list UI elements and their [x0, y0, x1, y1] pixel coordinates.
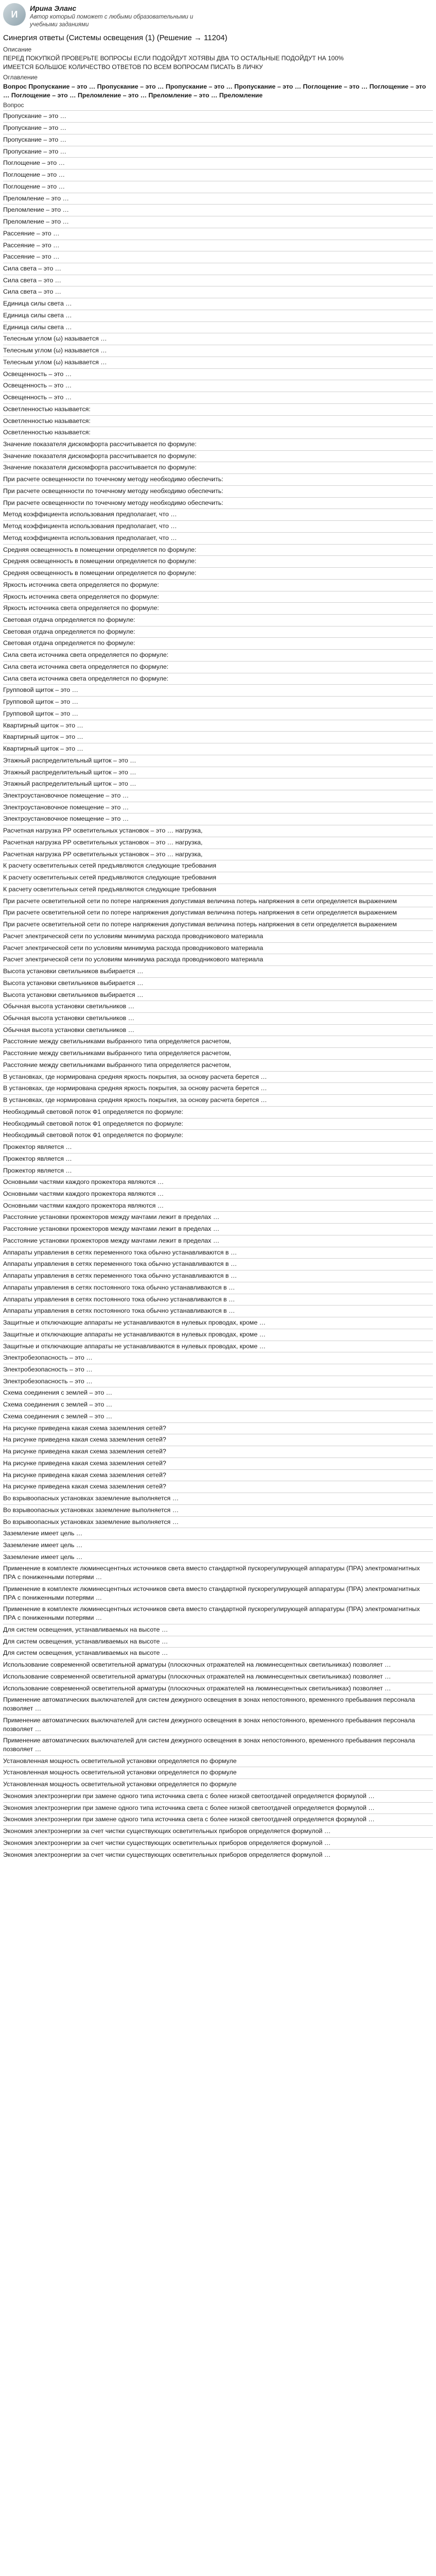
- question-item: Расстояние установки прожекторов между мачтами лежит в пределах …: [3, 1223, 433, 1235]
- question-item: Поглощение – это …: [3, 169, 433, 181]
- question-item: Аппараты управления в сетях переменного тока обычно устанавливаются в …: [3, 1247, 433, 1259]
- question-item: На рисунке приведена какая схема заземления сетей?: [3, 1446, 433, 1458]
- question-item: Единица силы света …: [3, 310, 433, 321]
- question-item: Осветленностью называется:: [3, 427, 433, 438]
- question-item: К расчету осветительных сетей предъявляются следующие требования: [3, 872, 433, 884]
- question-item: Метод коэффициента использования предполагает, что …: [3, 509, 433, 520]
- question-item: Метод коэффициента использования предполагает, что …: [3, 532, 433, 544]
- question-item: Пропускание – это …: [3, 134, 433, 146]
- question-item: Применение в комплекте люминесцентных источников света вместо стандартной пускорегулирующей аппаратуры (ПРА) электромагнитных ПРА с пониженными потерями …: [3, 1583, 433, 1603]
- question-item: Квартирный щиток – это …: [3, 743, 433, 755]
- question-item: Сила света – это …: [3, 286, 433, 298]
- question-item: К расчету осветительных сетей предъявляются следующие требования: [3, 860, 433, 872]
- question-item: Необходимый световой поток Ф1 определяется по формуле:: [3, 1118, 433, 1130]
- question-item: Этажный распределительный щиток – это …: [3, 767, 433, 778]
- question-item: Экономия электроэнергии за счет чистки существующих осветительных приборов определяется формулой …: [3, 1837, 433, 1849]
- question-item: Расстояние между светильниками выбранного типа определяется расчетом,: [3, 1036, 433, 1047]
- question-item: Экономия электроэнергии при замене одного типа источника света с более низкой светоотдачей определяется формулой …: [3, 1802, 433, 1814]
- question-label: Вопрос: [3, 101, 24, 109]
- author-name[interactable]: Ирина Эланс: [30, 4, 77, 12]
- question-item: Преломление – это …: [3, 193, 433, 205]
- question-item: Расчетная нагрузка РР осветительных установок – это … нагрузка,: [3, 837, 433, 849]
- question-item: На рисунке приведена какая схема заземления сетей?: [3, 1469, 433, 1481]
- question-item: Аппараты управления в сетях постоянного тока обычно устанавливаются в …: [3, 1282, 433, 1294]
- question-item: Расчет электрической сети по условиям минимума расхода проводникового материала: [3, 954, 433, 965]
- question-item: На рисунке приведена какая схема заземления сетей?: [3, 1434, 433, 1446]
- question-item: Поглощение – это …: [3, 181, 433, 193]
- author-block: [3, 2, 433, 32]
- question-item: Для систем освещения, устанавливаемых на высоте …: [3, 1647, 433, 1659]
- question-item: Экономия электроэнергии при замене одного типа источника света с более низкой светоотдачей определяется формулой …: [3, 1790, 433, 1802]
- question-item: Обычная высота установки светильников …: [3, 1024, 433, 1036]
- question-item: Пропускание – это …: [3, 122, 433, 134]
- description-label: Описание: [3, 46, 32, 54]
- question-item: Применение автоматических выключателей для систем дежурного освещения в зонах непостоянного, временного пребывания персонала позволяет …: [3, 1694, 433, 1714]
- question-item: Аппараты управления в сетях переменного тока обычно устанавливаются в …: [3, 1270, 433, 1282]
- question-item: Защитные и отключающие аппараты не устанавливаются в нулевых проводах, кроме …: [3, 1341, 433, 1352]
- question-item: Использование современной осветительной арматуры (плоскочных отражателей на люминесцентных светильниках) позволяет …: [3, 1671, 433, 1683]
- question-item: При расчете освещенности по точечному методу необходимо обеспечить:: [3, 473, 433, 485]
- question-item: Применение автоматических выключателей для систем дежурного освещения в зонах непостоянного, временного пребывания персонала позволяет …: [3, 1715, 433, 1735]
- question-item: Заземление имеет цель …: [3, 1539, 433, 1551]
- question-item: Сила света источника света определяется по формуле:: [3, 673, 433, 685]
- question-item: Значение показателя дискомфорта рассчитывается по формуле:: [3, 462, 433, 473]
- question-item: Электроустановочное помещение – это …: [3, 790, 433, 802]
- question-item: Схема соединения с землей – это …: [3, 1387, 433, 1399]
- question-item: В установках, где нормирована средняя яркость покрытия, за основу расчета берется …: [3, 1071, 433, 1083]
- question-item: Расчетная нагрузка РР осветительных установок – это … нагрузка,: [3, 849, 433, 860]
- question-item: Электроустановочное помещение – это …: [3, 802, 433, 814]
- question-item: К расчету осветительных сетей предъявляются следующие требования: [3, 884, 433, 895]
- question-item: Осветленностью называется:: [3, 403, 433, 415]
- question-item: Метод коэффициента использования предполагает, что …: [3, 520, 433, 532]
- question-item: Аппараты управления в сетях постоянного тока обычно устанавливаются в …: [3, 1305, 433, 1317]
- question-item: Для систем освещения, устанавливаемых на высоте …: [3, 1624, 433, 1636]
- question-item: Значение показателя дискомфорта рассчитывается по формуле:: [3, 438, 433, 450]
- question-item: Значение показателя дискомфорта рассчитывается по формуле:: [3, 450, 433, 462]
- question-item: Расстояние установки прожекторов между мачтами лежит в пределах …: [3, 1211, 433, 1223]
- question-item: В установках, где нормирована средняя яркость покрытия, за основу расчета берется …: [3, 1094, 433, 1106]
- question-item: При расчете осветительной сети по потере напряжения допустимая величина потерь напряжения в сети определяется выражением: [3, 895, 433, 907]
- question-item: На рисунке приведена какая схема заземления сетей?: [3, 1458, 433, 1469]
- question-item: Сила света источника света определяется по формуле:: [3, 649, 433, 661]
- author-info: [30, 3, 200, 29]
- question-item: Экономия электроэнергии за счет чистки существующих осветительных приборов определяется формулой …: [3, 1825, 433, 1837]
- question-item: Высота установки светильников выбирается …: [3, 989, 433, 1001]
- question-item: Квартирный щиток – это …: [3, 720, 433, 732]
- question-item: Для систем освещения, устанавливаемых на высоте …: [3, 1636, 433, 1648]
- question-item: Телесным углом (ω) называется …: [3, 357, 433, 368]
- question-item: Яркость источника света определяется по формуле:: [3, 579, 433, 591]
- question-item: Электроустановочное помещение – это …: [3, 813, 433, 825]
- question-item: Во взрывоопасных установках заземление выполняется …: [3, 1504, 433, 1516]
- question-item: Этажный распределительный щиток – это …: [3, 778, 433, 790]
- question-item: Расстояние установки прожекторов между мачтами лежит в пределах …: [3, 1235, 433, 1247]
- question-item: Средняя освещенность в помещении определяется по формуле:: [3, 544, 433, 556]
- question-item: Необходимый световой поток Ф1 определяется по формуле:: [3, 1106, 433, 1118]
- question-item: Обычная высота установки светильников …: [3, 1012, 433, 1024]
- question-item: Рассеяние – это …: [3, 228, 433, 240]
- question-item: Световая отдача определяется по формуле:: [3, 637, 433, 649]
- question-item: Во взрывоопасных установках заземление выполняется …: [3, 1493, 433, 1504]
- question-item: Электробезопасность – это …: [3, 1352, 433, 1364]
- question-item: Расчет электрической сети по условиям минимума расхода проводникового материала: [3, 942, 433, 954]
- question-item: Использование современной осветительной арматуры (плоскочных отражателей на люминесцентных светильниках) позволяет …: [3, 1683, 433, 1694]
- question-item: Установленная мощность осветительной установки определяется по формуле: [3, 1778, 433, 1790]
- question-item: В установках, где нормирована средняя яркость покрытия, за основу расчета берется …: [3, 1082, 433, 1094]
- question-item: На рисунке приведена какая схема заземления сетей?: [3, 1481, 433, 1493]
- question-item: Освещенность – это …: [3, 368, 433, 380]
- question-item: Аппараты управления в сетях постоянного тока обычно устанавливаются в …: [3, 1294, 433, 1306]
- question-item: Установленная мощность осветительной установки определяется по формуле: [3, 1755, 433, 1767]
- question-item: Электробезопасность – это …: [3, 1376, 433, 1387]
- author-description: Автор который поможет с любыми образовательными и учебными заданиями: [30, 13, 194, 28]
- question-item: На рисунке приведена какая схема заземления сетей?: [3, 1422, 433, 1434]
- question-item: При расчете осветительной сети по потере напряжения допустимая величина потерь напряжения в сети определяется выражением: [3, 907, 433, 919]
- question-item: Расстояние между светильниками выбранного типа определяется расчетом,: [3, 1047, 433, 1059]
- question-item: Экономия электроэнергии за счет чистки существующих осветительных приборов определяется формулой …: [3, 1849, 433, 1861]
- question-item: Этажный распределительный щиток – это …: [3, 755, 433, 767]
- question-list: [3, 110, 433, 1860]
- question-item: Обычная высота установки светильников …: [3, 1001, 433, 1012]
- question-item: Яркость источника света определяется по формуле:: [3, 591, 433, 603]
- question-item: Прожектор является …: [3, 1153, 433, 1165]
- page-title: Синергия ответы (Системы освещения (1) (Решение → 11204): [3, 33, 228, 42]
- question-item: Схема соединения с землей – это …: [3, 1411, 433, 1422]
- question-item: Яркость источника света определяется по формуле:: [3, 602, 433, 614]
- description-line-1: ПЕРЕД ПОКУПКОЙ ПРОВЕРЬТЕ ВОПРОСЫ ЕСЛИ ПОДОЙДУТ ХОТЯВЫ ДВА ТО ОСТАЛЬНЫЕ ПОДОЙДУТ НА 100%: [3, 55, 344, 62]
- question-item: Основными частями каждого прожектора являются …: [3, 1200, 433, 1212]
- question-item: Аппараты управления в сетях переменного тока обычно устанавливаются в …: [3, 1258, 433, 1270]
- question-item: Применение в комплекте люминесцентных источников света вместо стандартной пускорегулирующей аппаратуры (ПРА) электромагнитных ПРА с пониженными потерями …: [3, 1603, 433, 1623]
- question-item: Сила света – это …: [3, 263, 433, 275]
- description-line-2: ИМЕЕТСЯ БОЛЬШОЕ КОЛИЧЕСТВО ОТВЕТОВ ПО ВСЕМ ВОПРОСАМ ПИСАТЬ В ЛИЧКУ: [3, 63, 263, 71]
- question-item: Световая отдача определяется по формуле:: [3, 626, 433, 638]
- question-item: Применение в комплекте люминесцентных источников света вместо стандартной пускорегулирующей аппаратуры (ПРА) электромагнитных ПРА с пониженными потерями …: [3, 1563, 433, 1583]
- question-item: Использование современной осветительной арматуры (плоскочных отражателей на люминесцентных светильниках) позволяет …: [3, 1659, 433, 1671]
- question-item: Сила света источника света определяется по формуле:: [3, 661, 433, 673]
- avatar[interactable]: И: [3, 3, 26, 26]
- question-item: Осветленностью называется:: [3, 415, 433, 427]
- question-item: Высота установки светильников выбирается …: [3, 965, 433, 977]
- question-item: Расстояние между светильниками выбранного типа определяется расчетом,: [3, 1059, 433, 1071]
- question-item: Прожектор является …: [3, 1141, 433, 1153]
- question-item: Преломление – это …: [3, 216, 433, 228]
- question-item: Рассеяние – это …: [3, 240, 433, 251]
- question-item: Средняя освещенность в помещении определяется по формуле:: [3, 555, 433, 567]
- question-item: Единица силы света …: [3, 298, 433, 310]
- question-item: Установленная мощность осветительной установки определяется по формуле: [3, 1767, 433, 1778]
- question-item: Пропускание – это …: [3, 110, 433, 122]
- question-item: При расчете освещенности по точечному методу необходимо обеспечить:: [3, 497, 433, 509]
- question-item: Единица силы света …: [3, 321, 433, 333]
- question-item: Пропускание – это …: [3, 146, 433, 158]
- question-item: Заземление имеет цель …: [3, 1528, 433, 1539]
- question-item: Сила света – это …: [3, 275, 433, 286]
- question-item: Преломление – это …: [3, 204, 433, 216]
- question-item: Телесным углом (ω) называется …: [3, 333, 433, 345]
- question-item: Основными частями каждого прожектора являются …: [3, 1176, 433, 1188]
- question-item: Расчет электрической сети по условиям минимума расхода проводникового материала: [3, 930, 433, 942]
- question-item: Групповой щиток – это …: [3, 708, 433, 720]
- question-item: Схема соединения с землей – это …: [3, 1399, 433, 1411]
- question-item: Применение автоматических выключателей для систем дежурного освещения в зонах непостоянного, временного пребывания персонала позволяет …: [3, 1735, 433, 1755]
- question-item: Основными частями каждого прожектора являются …: [3, 1188, 433, 1200]
- question-item: Групповой щиток – это …: [3, 684, 433, 696]
- question-item: При расчете освещенности по точечному методу необходимо обеспечить:: [3, 485, 433, 497]
- question-item: Экономия электроэнергии при замене одного типа источника света с более низкой светоотдачей определяется формулой …: [3, 1814, 433, 1825]
- question-item: Телесным углом (ω) называется …: [3, 345, 433, 357]
- question-item: Защитные и отключающие аппараты не устанавливаются в нулевых проводах, кроме …: [3, 1317, 433, 1329]
- question-item: Защитные и отключающие аппараты не устанавливаются в нулевых проводах, кроме …: [3, 1329, 433, 1341]
- question-item: Освещенность – это …: [3, 392, 433, 403]
- question-item: Высота установки светильников выбирается …: [3, 977, 433, 989]
- question-item: Поглощение – это …: [3, 157, 433, 169]
- question-item: Необходимый световой поток Ф1 определяется по формуле:: [3, 1129, 433, 1141]
- question-item: При расчете осветительной сети по потере напряжения допустимая величина потерь напряжения в сети определяется выражением: [3, 919, 433, 930]
- question-item: Средняя освещенность в помещении определяется по формуле:: [3, 567, 433, 579]
- toc-summary: Вопрос Пропускание – это … Пропускание – это … Пропускание – это … Пропускание – это … Поглощение – это … Поглощение – это … Поглощение – это … Преломление – это … Преломление – это … Преломление: [3, 82, 426, 99]
- question-item: Расчетная нагрузка РР осветительных установок – это … нагрузка,: [3, 825, 433, 837]
- question-item: Групповой щиток – это …: [3, 696, 433, 708]
- toc-label: Оглавление: [3, 73, 38, 81]
- question-item: Заземление имеет цель …: [3, 1551, 433, 1563]
- question-item: Световая отдача определяется по формуле:: [3, 614, 433, 626]
- question-item: Прожектор является …: [3, 1165, 433, 1177]
- question-item: Освещенность – это …: [3, 380, 433, 392]
- question-item: Квартирный щиток – это …: [3, 731, 433, 743]
- question-item: Электробезопасность – это …: [3, 1364, 433, 1376]
- question-item: Во взрывоопасных установках заземление выполняется …: [3, 1516, 433, 1528]
- question-item: Рассеяние – это …: [3, 251, 433, 263]
